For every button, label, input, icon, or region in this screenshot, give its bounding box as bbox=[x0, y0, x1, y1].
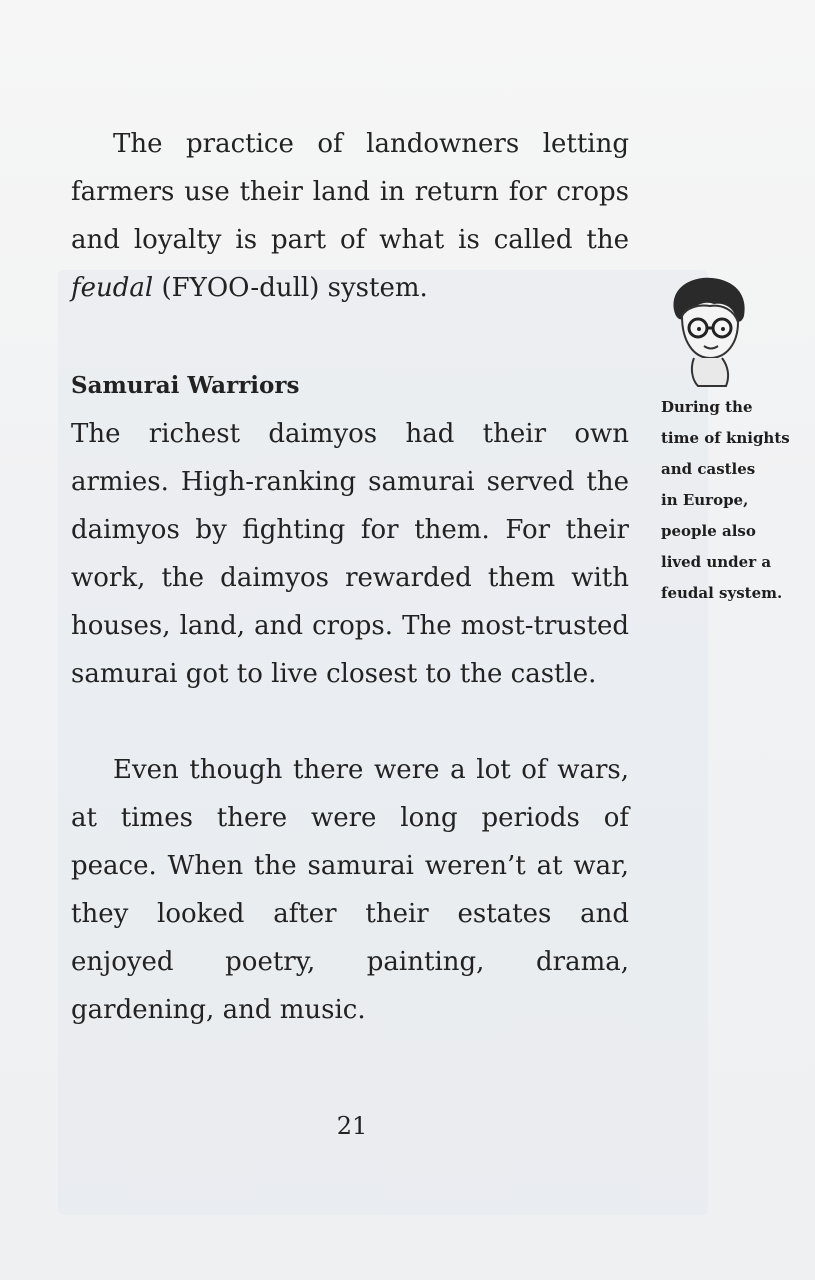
paragraph-1-text-after: (FYOO-dull) system. bbox=[153, 273, 428, 303]
paragraph-peace: Even though there were a lot of wars, at times there were long periods of peace. When the samurai weren’t at war, they looked after their estates and enjoyed poetry, painting, drama, gardening, and music. bbox=[71, 755, 629, 1025]
sidebar-note-line: During the bbox=[661, 398, 753, 416]
feudal-term: feudal bbox=[71, 273, 154, 303]
sidebar-note-line: time of knights bbox=[661, 429, 790, 447]
page-number: 21 bbox=[336, 1112, 368, 1140]
sidebar-note-line: feudal system. bbox=[661, 584, 783, 602]
section-heading: Samurai Warriors bbox=[71, 372, 300, 399]
sidebar-note bbox=[661, 392, 806, 609]
sidebar-note-line: and castles bbox=[661, 460, 756, 478]
paragraph-1-text-before: The practice of landowners letting farmers use their land in return for crops and loyalty is part of what is called the bbox=[71, 129, 629, 255]
sidebar-note-line: people also bbox=[661, 522, 756, 540]
sidebar-note-line: lived under a bbox=[661, 553, 772, 571]
cartoon-kid-with-glasses-icon bbox=[664, 272, 754, 387]
paragraph-samurai-armies: The richest daimyos had their own armies. High-ranking samurai served the daimyos by fighting for them. For their work, the daimyos rewarded them with houses, land, and crops. The most-trusted samurai got to live closest to the castle. bbox=[71, 419, 629, 689]
sidebar-note-line: in Europe, bbox=[661, 491, 749, 509]
paragraph-feudal-intro bbox=[71, 120, 629, 312]
